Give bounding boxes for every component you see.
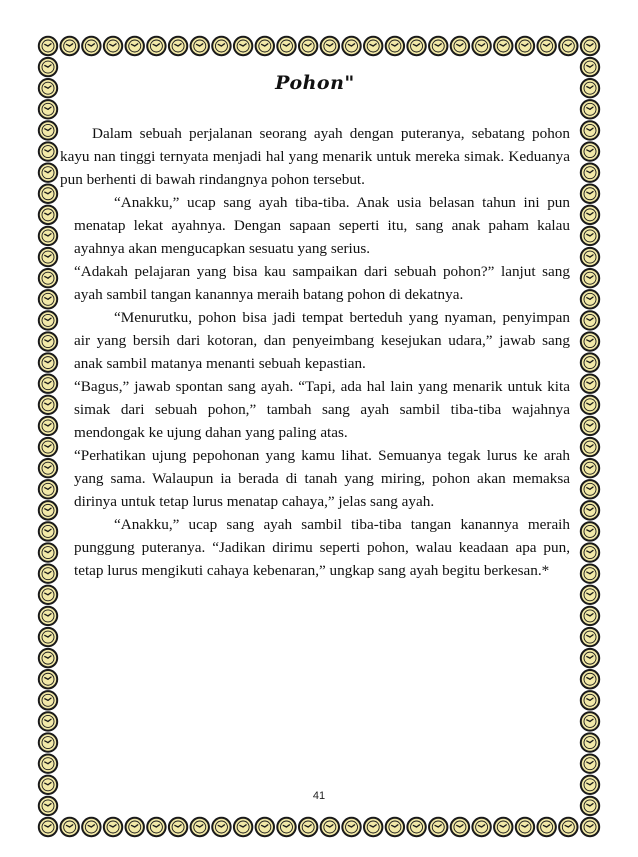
clock-icon [581,691,599,709]
clock-icon [212,37,230,55]
clock-icon [494,818,512,836]
clock-icon [39,733,57,751]
clock-icon [39,712,57,730]
clock-icon [169,818,187,836]
clock-icon [234,818,252,836]
clock-icon [147,37,165,55]
clock-icon [39,375,57,393]
clock-icon [39,269,57,287]
clock-icon [191,37,209,55]
clock-icon [39,185,57,203]
paragraph-2: “Anakku,” ucap sang ayah tiba-tiba. Anak usia belasan tahun ini pun menatap lekat ayahnya. Dengan sapaan seperti itu, sang anak paham kalau ayahnya akan mengucapkan sesuatu yang serius. [74,194,570,257]
clock-icon [581,142,599,160]
clock-icon [581,269,599,287]
clock-icon [82,818,100,836]
clock-icon [126,37,144,55]
clock-icon [581,501,599,519]
paragraph-4: “Menurutku, pohon bisa jadi tempat berteduh yang nyaman, penyimpan air yang bersih dari kotoran, dan penyeimbang kesejukan udara,” jawab sang anak sambil matanya menanti sebuah kepastian. [74,309,570,372]
clock-icon [581,227,599,245]
clock-icon [581,586,599,604]
clock-icon [581,121,599,139]
clock-icon [191,818,209,836]
clock-icon [581,607,599,625]
clock-icon [559,37,577,55]
clock-icon [277,818,295,836]
clock-icon [451,37,469,55]
paragraph-1: Dalam sebuah perjalanan seorang ayah dengan puteranya, sebatang pohon kayu nan tinggi ternyata menjadi hal yang menarik untuk mereka simak. Keduanya pun berhenti di bawah rindangnya pohon tersebut. [60,125,570,188]
clock-icon [364,37,382,55]
clock-icon [581,79,599,97]
clock-icon [581,353,599,371]
clock-icon [537,818,555,836]
clock-icon [429,37,447,55]
clock-icon [581,818,599,836]
clock-icon [581,248,599,266]
clock-icon [39,121,57,139]
clock-icon [299,37,317,55]
clock-icon [581,332,599,350]
clock-icon [537,37,555,55]
story-content [60,72,570,812]
clock-icon [494,37,512,55]
clock-icon [364,818,382,836]
clock-icon [39,58,57,76]
clock-icon [581,480,599,498]
clock-icon [581,311,599,329]
paragraph-6: “Perhatikan ujung pepohonan yang kamu lihat. Semuanya tegak lurus ke arah yang sama. Walaupun ia berada di tanah yang miring, pohon akan memaksa dirinya untuk tetap lurus menatap cahaya,” jelas sang ayah. [74,447,570,510]
clock-icon [39,649,57,667]
clock-icon [169,37,187,55]
clock-icon [39,100,57,118]
clock-icon [581,163,599,181]
clock-icon [581,37,599,55]
clock-icon [256,818,274,836]
clock-icon [82,37,100,55]
clock-icon [472,37,490,55]
clock-icon [39,459,57,477]
page-number: 41 [312,790,326,802]
clock-icon [581,438,599,456]
clock-icon [39,353,57,371]
clock-icon [39,480,57,498]
clock-icon [472,818,490,836]
clock-icon [321,37,339,55]
clock-icon [386,37,404,55]
clock-icon [39,290,57,308]
clock-icon [407,818,425,836]
clock-icon [581,58,599,76]
clock-icon [407,37,425,55]
clock-icon [581,733,599,751]
clock-icon [39,248,57,266]
clock-icon [212,818,230,836]
clock-icon [581,649,599,667]
clock-icon [39,818,57,836]
clock-icon [39,332,57,350]
paragraph-7: “Anakku,” ucap sang ayah sambil tiba-tiba tangan kanannya meraih punggung puteranya. “Jadikan dirimu seperti pohon, walau keadaan apa pun, tetap lurus mengikuti cahaya kebenaran,” ungkap sang ayah begitu berkesan.* [74,516,570,579]
clock-icon [451,818,469,836]
clock-icon [559,818,577,836]
clock-icon [429,818,447,836]
clock-icon [39,565,57,583]
clock-icon [126,818,144,836]
clock-icon [581,185,599,203]
clock-icon [39,227,57,245]
clock-icon [581,290,599,308]
clock-icon [342,37,360,55]
clock-icon [256,37,274,55]
clock-icon [39,206,57,224]
clock-icon [39,607,57,625]
clock-icon [39,543,57,561]
clock-icon [147,818,165,836]
clock-icon [60,37,78,55]
clock-icon [39,163,57,181]
clock-icon [39,691,57,709]
clock-icon [39,142,57,160]
clock-icon [39,670,57,688]
clock-icon [277,37,295,55]
paragraph-5: “Bagus,” jawab spontan sang ayah. “Tapi, ada hal lain yang menarik untuk kita simak dari sebuah pohon,” tambah sang ayah sambil tiba-tiba wajahnya mendongak ke ujung dahan yang paling atas. [74,378,570,441]
clock-icon [39,396,57,414]
clock-icon [234,37,252,55]
clock-icon [321,818,339,836]
clock-icon [60,818,78,836]
clock-icon [39,628,57,646]
clock-icon [516,818,534,836]
clock-icon [39,438,57,456]
clock-icon [39,586,57,604]
clock-icon [581,628,599,646]
clock-icon [104,37,122,55]
paragraph-3: “Adakah pelajaran yang bisa kau sampaikan dari sebuah pohon?” lanjut sang ayah sambil tangan kanannya meraih batang pohon di dekatnya. [74,263,570,303]
clock-icon [581,754,599,772]
story-title: Pohon" [275,72,355,94]
clock-icon [581,565,599,583]
clock-icon [581,417,599,435]
clock-icon [516,37,534,55]
clock-icon [581,522,599,540]
clock-icon [39,754,57,772]
clock-icon [39,417,57,435]
clock-icon [581,206,599,224]
clock-icon [581,396,599,414]
clock-icon [386,818,404,836]
clock-icon [39,522,57,540]
clock-icon [39,79,57,97]
clock-icon [581,459,599,477]
clock-icon [39,37,57,55]
clock-icon [342,818,360,836]
clock-icon [581,712,599,730]
clock-icon [39,311,57,329]
clock-icon [581,100,599,118]
clock-icon [581,375,599,393]
clock-icon [104,818,122,836]
clock-icon [581,670,599,688]
clock-icon [581,543,599,561]
clock-icon [39,501,57,519]
clock-icon [299,818,317,836]
